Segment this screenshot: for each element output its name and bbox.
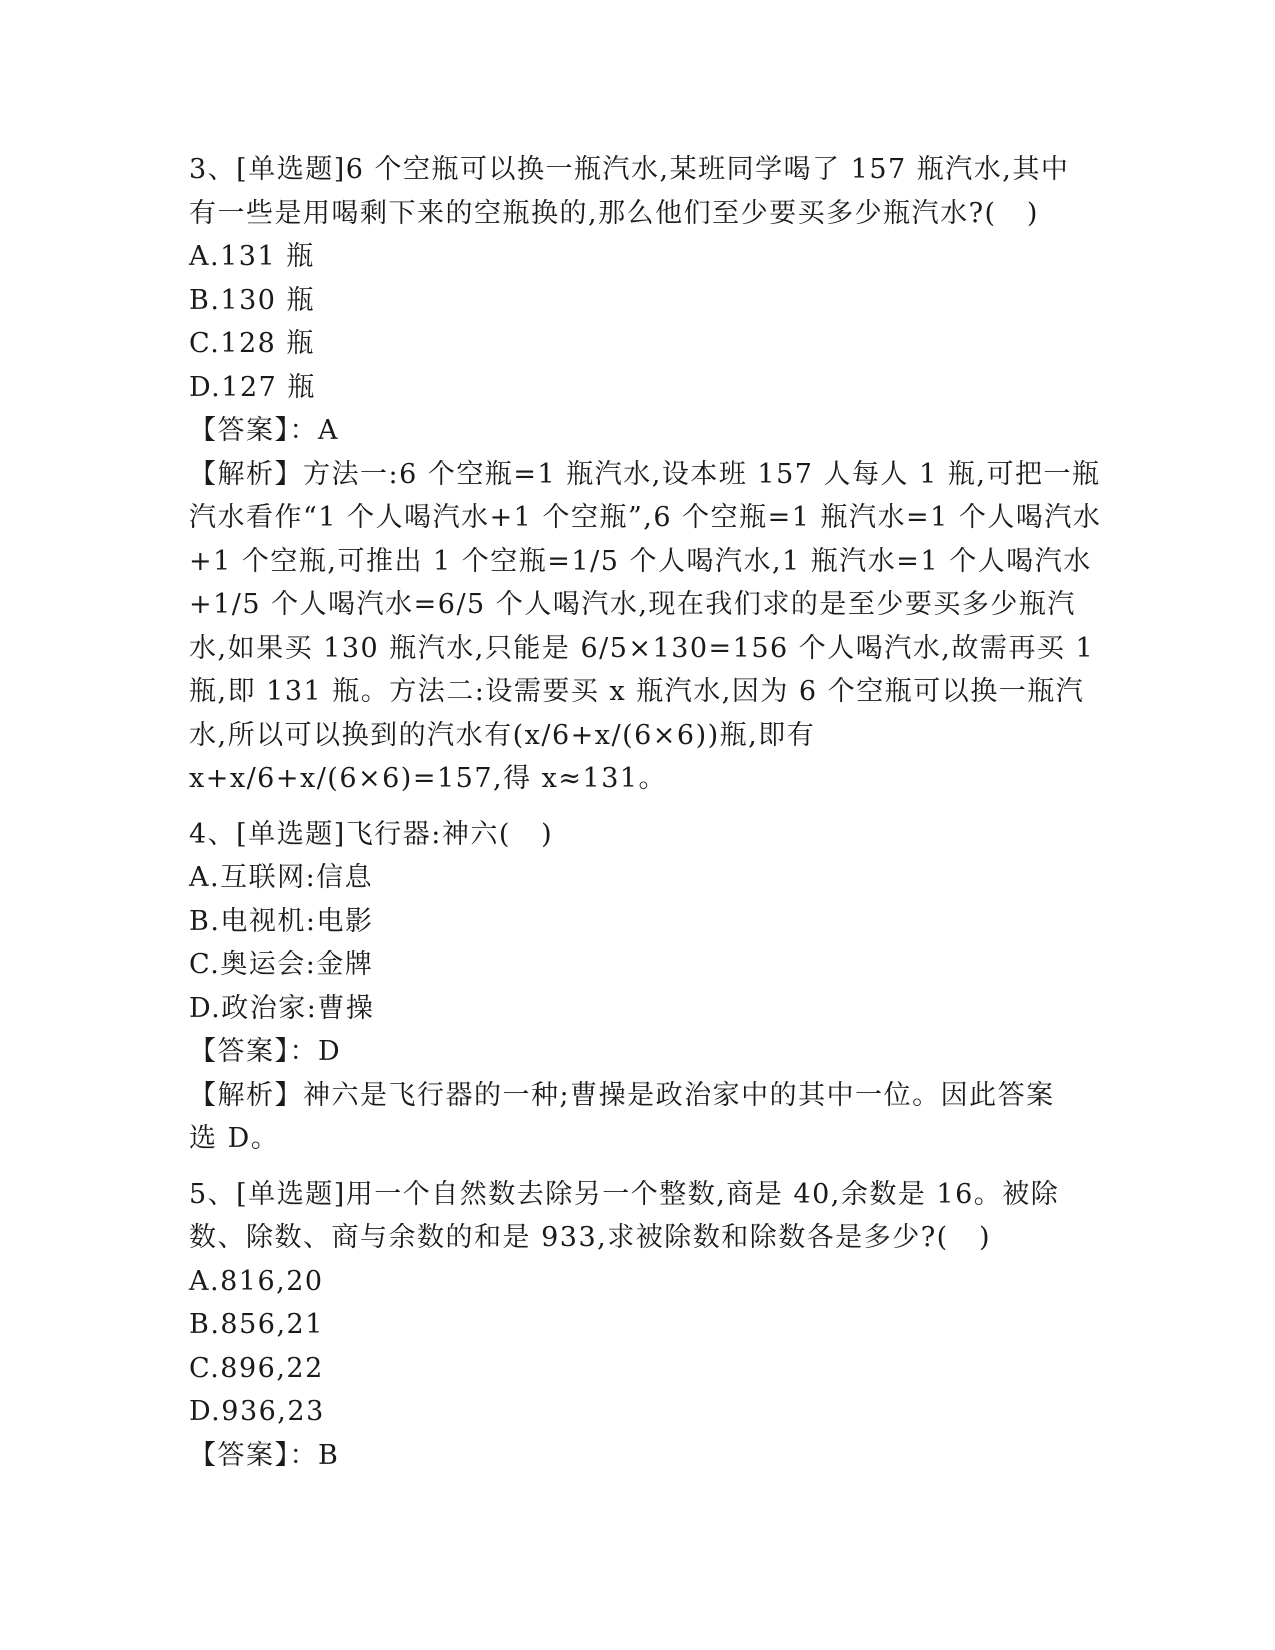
option-c: C.奥运会:金牌 <box>189 949 374 980</box>
analysis-line: +1 个空瓶,可推出 1 个空瓶=1/5 个人喝汽水,1 瓶汽水=1 个人喝汽水 <box>189 545 1092 577</box>
analysis-line: 瓶,即 131 瓶。方法二:设需要买 x 瓶汽水,因为 6 个空瓶可以换一瓶汽 <box>189 676 1085 707</box>
option-d: D.936,23 <box>189 1396 325 1427</box>
question-stem-line: 5、[单选题]用一个自然数去除另一个整数,商是 40,余数是 16。被除 <box>189 1178 1060 1210</box>
question-stem-line: 3、[单选题]6 个空瓶可以换一瓶汽水,某班同学喝了 157 瓶汽水,其中 <box>189 154 1070 185</box>
answer-line: 【答案】：D <box>189 1036 342 1067</box>
option-d: D.127 瓶 <box>189 371 316 403</box>
option-c: C.896,22 <box>189 1352 324 1384</box>
option-b: B.电视机:电影 <box>189 905 374 937</box>
analysis-line: 水,所以可以换到的汽水有(x/6+x/(6×6))瓶,即有 <box>189 719 816 751</box>
option-d: D.政治家:曹操 <box>189 992 375 1024</box>
answer-line: 【答案】：B <box>189 1439 340 1471</box>
question-separator <box>189 1161 1089 1173</box>
question-5 <box>189 1173 1089 1478</box>
question-stem-line: 数、除数、商与余数的和是 933,求被除数和除数各是多少?( ) <box>189 1222 991 1253</box>
option-b: B.130 瓶 <box>189 284 316 316</box>
question-4 <box>189 813 1089 1161</box>
analysis-line: +1/5 个人喝汽水=6/5 个人喝汽水,现在我们求的是至少要买多少瓶汽 <box>189 589 1076 620</box>
option-a: A.816,20 <box>189 1265 324 1297</box>
analysis-line: 汽水看作“1 个人喝汽水+1 个空瓶”,6 个空瓶=1 瓶汽水=1 个人喝汽水 <box>189 502 1102 533</box>
question-stem-line: 有一些是用喝剩下来的空瓶换的,那么他们至少要买多少瓶汽水?( ) <box>189 197 1039 229</box>
option-c: C.128 瓶 <box>189 328 315 359</box>
question-separator <box>189 801 1089 813</box>
answer-line: 【答案】：A <box>189 415 339 446</box>
option-a: A.互联网:信息 <box>189 862 374 893</box>
analysis-line: 水,如果买 130 瓶汽水,只能是 6/5×130=156 个人喝汽水,故需再买 1 <box>189 632 1095 664</box>
analysis-line: 【解析】神六是飞行器的一种;曹操是政治家中的其中一位。因此答案 <box>189 1079 1055 1111</box>
question-stem-line: 4、[单选题]飞行器:神六( ) <box>189 818 554 850</box>
analysis-line: x+x/6+x/(6×6)=157,得 x≈131。 <box>189 763 668 794</box>
document-page <box>189 148 1102 1477</box>
analysis-line: 【解析】方法一:6 个空瓶=1 瓶汽水,设本班 157 人每人 1 瓶,可把一瓶 <box>189 458 1101 490</box>
question-3 <box>189 148 1102 801</box>
analysis-line: 选 D。 <box>189 1123 280 1154</box>
option-b: B.856,21 <box>189 1309 324 1340</box>
option-a: A.131 瓶 <box>189 241 315 272</box>
